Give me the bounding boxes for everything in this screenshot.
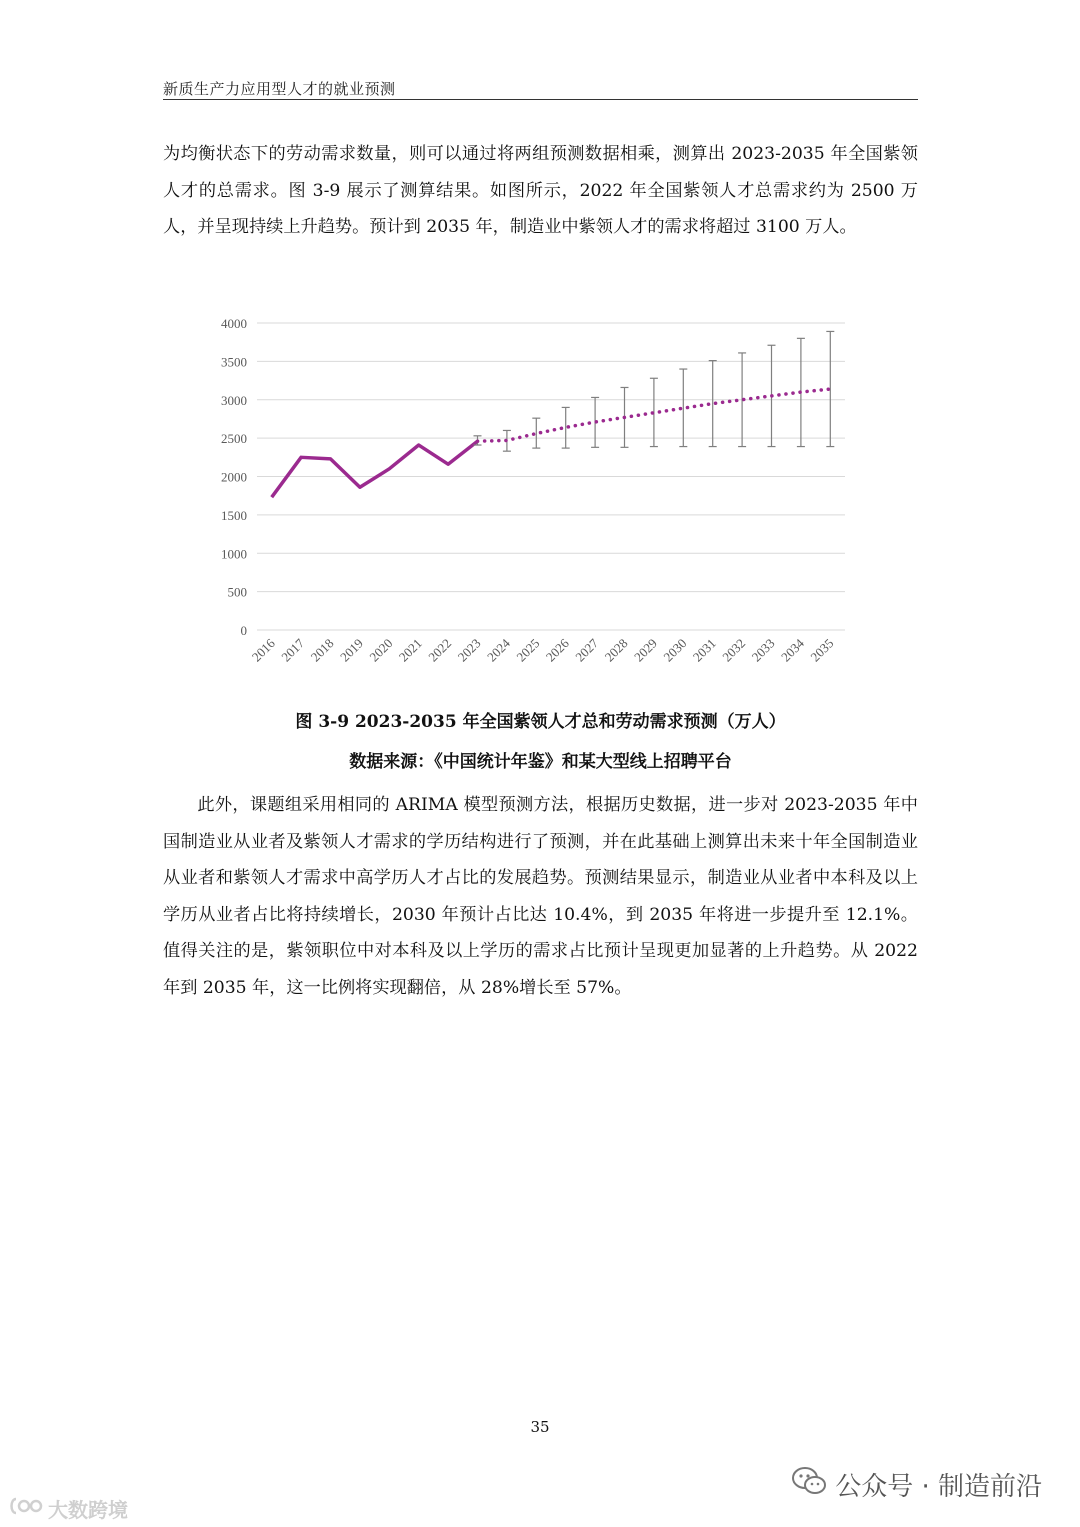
figure-caption: 图 3-9 2023-2035 年全国紫领人才总和劳动需求预测（万人） (295, 712, 786, 732)
corner-watermark (8, 1494, 128, 1523)
paragraph-2: 此外，课题组采用相同的 ARIMA 模型预测方法，根据历史数据，进一步对 2023-2035 年中国制造业从业者及紫领人才需求的学历结构进行了预测，并在此基础上测算出未来十年全国制造业从业者和紫领人才需求中高学历人才占比的发展趋势。预测结果显示，制造业从业者中本科及以上学历从业者占比将持续增长，2030 年预计占比达 10.4%，到 2035 年将进一步提升至 12.1%。值得关注的是，紫领职位中对本科及以上学历的需求占比预计呈现更加显著的上升趋势。从 2022 年到 2035 年，这一比例将实现翻倍，从 28%增长至 57%。 (163, 795, 918, 998)
x-tick-label: 2021 (395, 635, 425, 665)
y-tick-label: 3000 (221, 392, 247, 408)
historical-series-line (272, 441, 478, 497)
running-header: 新质生产力应用型人才的就业预测 (163, 80, 396, 98)
x-tick-label: 2031 (689, 635, 719, 665)
y-tick-label: 2000 (221, 469, 247, 485)
x-tick-label: 2019 (337, 635, 367, 665)
x-tick-label: 2030 (660, 635, 690, 665)
x-tick-label: 2023 (454, 635, 484, 665)
x-tick-label: 2026 (542, 635, 572, 665)
wechat-watermark-text: 公众号 · 制造前沿 (835, 1472, 1042, 1502)
page-number: 35 (530, 1418, 550, 1436)
paragraph-1: 为均衡状态下的劳动需求数量，则可以通过将两组预测数据相乘，测算出 2023-2035 年全国紫领人才的总需求。图 3-9 展示了测算结果。如图所示，2022 年全国紫领人才总需求约为 2500 万人，并呈现持续上升趋势。预计到 2035 年，制造业中紫领人才的需求将超过 3100 万人。 (163, 144, 918, 238)
corner-watermark-text: 大数跨境 (48, 1498, 128, 1522)
y-tick-label: 2500 (221, 431, 247, 447)
wechat-watermark (791, 1466, 1042, 1503)
y-tick-label: 0 (240, 623, 247, 638)
x-tick-label: 2035 (807, 635, 837, 665)
y-tick-label: 500 (227, 584, 247, 600)
x-tick-label: 2028 (601, 635, 631, 665)
x-tick-label: 2027 (572, 635, 602, 665)
chart (190, 310, 870, 700)
x-tick-label: 2016 (248, 635, 278, 665)
y-tick-label: 3500 (221, 354, 247, 370)
wechat-icon (791, 1466, 827, 1503)
x-tick-label: 2020 (366, 635, 396, 665)
y-tick-label: 4000 (221, 316, 247, 331)
y-tick-label: 1500 (221, 507, 247, 523)
x-tick-label: 2033 (748, 635, 778, 665)
x-tick-label: 2034 (778, 635, 808, 665)
figure-source: 数据来源：《中国统计年鉴》和某大型线上招聘平台 (349, 752, 732, 772)
y-tick-label: 1000 (221, 546, 247, 562)
logo-icon (8, 1495, 44, 1522)
header-rule (163, 99, 918, 100)
x-tick-label: 2032 (719, 635, 749, 665)
x-tick-label: 2024 (484, 635, 514, 665)
x-tick-label: 2022 (425, 635, 455, 665)
x-tick-label: 2025 (513, 635, 543, 665)
x-tick-label: 2017 (278, 635, 308, 665)
x-tick-label: 2018 (307, 635, 337, 665)
x-tick-label: 2029 (631, 635, 661, 665)
chart-svg (190, 310, 870, 700)
